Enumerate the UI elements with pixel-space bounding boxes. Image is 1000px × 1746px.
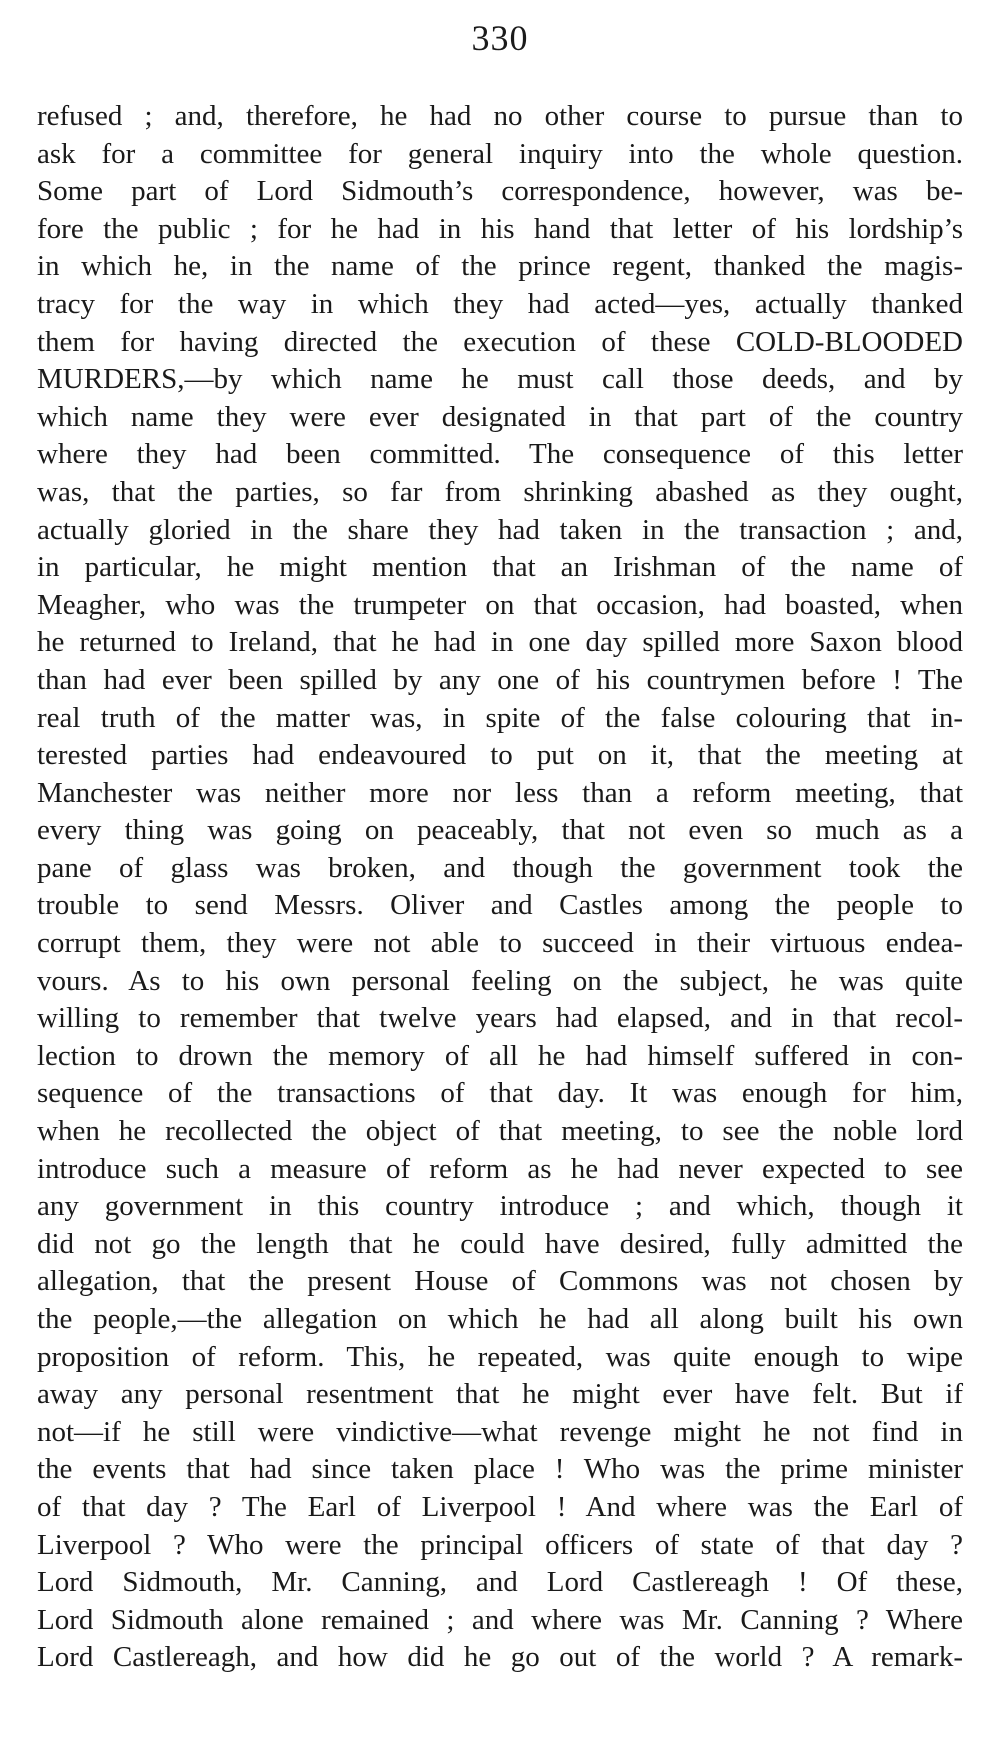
text-line: actually gloried in the share they had taken in the transaction ; and, — [37, 513, 963, 546]
text-line: terested parties had endeavoured to put on it, that the meeting at — [37, 739, 963, 772]
text-line: Some part of Lord Sidmouth’s correspondence, however, was be- — [37, 175, 963, 208]
text-line: in which he, in the name of the prince regent, thanked the magis- — [37, 250, 963, 283]
text-line: of that day ? The Earl of Liverpool ! And where was the Earl of — [37, 1490, 963, 1523]
body-text — [37, 98, 963, 1677]
text-line: Lord Sidmouth, Mr. Canning, and Lord Castlereagh ! Of these, — [37, 1566, 963, 1599]
text-line: corrupt them, they were not able to succeed in their virtuous endea- — [37, 927, 963, 960]
text-line: away any personal resentment that he might ever have felt. But if — [37, 1378, 963, 1411]
text-line: Lord Castlereagh, and how did he go out of the world ? A remark- — [37, 1641, 963, 1674]
text-line: than had ever been spilled by any one of his countrymen before ! The — [37, 663, 963, 696]
text-line: Manchester was neither more nor less than a reform meeting, that — [37, 776, 963, 809]
text-line: the events that had since taken place ! Who was the prime minister — [37, 1453, 963, 1486]
text-line: when he recollected the object of that meeting, to see the noble lord — [37, 1115, 963, 1148]
text-line: Liverpool ? Who were the principal officers of state of that day ? — [37, 1528, 963, 1561]
text-line: refused ; and, therefore, he had no other course to pursue than to — [37, 100, 963, 132]
page-number: 330 — [471, 18, 529, 58]
text-line: sequence of the transactions of that day. It was enough for him, — [37, 1077, 963, 1110]
text-line: where they had been committed. The consequence of this letter — [37, 438, 963, 471]
text-line: lection to drown the memory of all he had himself suffered in con- — [37, 1039, 963, 1072]
text-line: any government in this country introduce ; and which, though it — [37, 1190, 963, 1223]
text-line: which name they were ever designated in that part of the country — [37, 400, 963, 433]
text-line: pane of glass was broken, and though the government took the — [37, 851, 963, 884]
text-line: did not go the length that he could have desired, fully admitted the — [37, 1227, 963, 1260]
text-line: MURDERS,—by which name he must call those deeds, and by — [37, 363, 963, 396]
text-line: introduce such a measure of reform as he had never expected to see — [37, 1152, 963, 1185]
text-line: vours. As to his own personal feeling on the subject, he was quite — [37, 964, 963, 997]
text-line: Lord Sidmouth alone remained ; and where was Mr. Canning ? Where — [37, 1603, 963, 1636]
text-line: Meagher, who was the trumpeter on that occasion, had boasted, when — [37, 588, 963, 621]
text-line: fore the public ; for he had in his hand that letter of his lordship’s — [37, 212, 963, 245]
text-line: was, that the parties, so far from shrinking abashed as they ought, — [37, 475, 963, 508]
text-line: the people,—the allegation on which he had all along built his own — [37, 1303, 963, 1335]
text-line: not—if he still were vindictive—what revenge might he not find in — [37, 1415, 963, 1448]
text-line: them for having directed the execution of these COLD-BLOODED — [37, 325, 963, 358]
text-line: real truth of the matter was, in spite of the false colouring that in- — [37, 701, 963, 734]
text-line: tracy for the way in which they had acted—yes, actually thanked — [37, 287, 963, 320]
text-line: proposition of reform. This, he repeated, was quite enough to wipe — [37, 1340, 963, 1373]
text-line: trouble to send Messrs. Oliver and Castles among the people to — [37, 889, 963, 922]
text-line: allegation, that the present House of Commons was not chosen by — [37, 1265, 963, 1298]
text-line: every thing was going on peaceably, that not even so much as a — [37, 814, 963, 847]
text-line: willing to remember that twelve years had elapsed, and in that recol- — [37, 1002, 963, 1035]
text-line: he returned to Ireland, that he had in one day spilled more Saxon blood — [37, 626, 963, 659]
text-line: in particular, he might mention that an Irishman of the name of — [37, 551, 963, 584]
text-line: ask for a committee for general inquiry into the whole question. — [37, 137, 963, 170]
